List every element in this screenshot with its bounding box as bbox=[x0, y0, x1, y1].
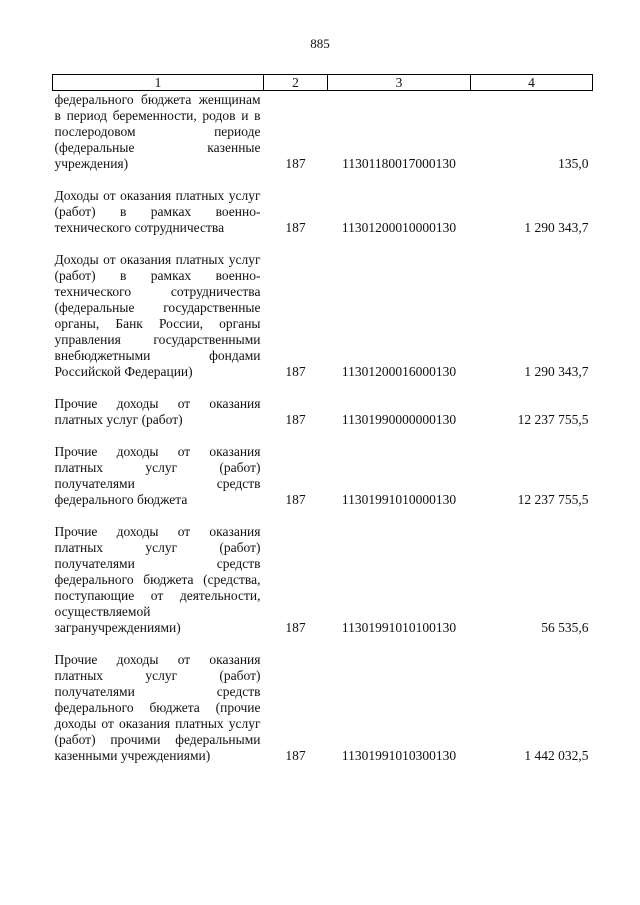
row-admin-code: 187 bbox=[285, 748, 306, 763]
page-number: 885 bbox=[310, 36, 330, 51]
row-budget-code: 11301200016000130 bbox=[341, 364, 457, 379]
row-amount: 1 290 343,7 bbox=[524, 220, 589, 235]
row-name: Прочие доходы от оказания платных услуг (работ) получателями средств федерального бюджета (средства, поступающие от деятельности, осуществляемой загранучреждениями) bbox=[54, 524, 261, 635]
row-amount: 56 535,6 bbox=[541, 620, 589, 635]
row-name: федерального бюджета женщинам в период беременности, родов и в послеродовом периоде (федеральные казенные учреждения) bbox=[54, 92, 261, 171]
table-row bbox=[53, 524, 593, 638]
table-row bbox=[53, 252, 593, 382]
row-amount: 12 237 755,5 bbox=[517, 412, 589, 427]
row-amount: 1 442 032,5 bbox=[524, 748, 589, 763]
row-budget-code: 11301180017000130 bbox=[342, 156, 456, 171]
row-admin-code: 187 bbox=[285, 620, 306, 635]
revenue-table bbox=[52, 74, 593, 766]
header-col-2: 2 bbox=[264, 75, 328, 91]
row-name: Доходы от оказания платных услуг (работ) в рамках военно-технического сотрудничества bbox=[54, 188, 261, 235]
row-name: Прочие доходы от оказания платных услуг (работ) bbox=[54, 396, 261, 427]
row-admin-code: 187 bbox=[285, 364, 306, 379]
row-budget-code: 11301991010300130 bbox=[341, 748, 457, 763]
table-header bbox=[53, 75, 593, 91]
row-amount: 135,0 bbox=[558, 156, 589, 171]
table-row bbox=[53, 444, 593, 510]
row-name: Прочие доходы от оказания платных услуг (работ) получателями средств федерального бюджета bbox=[54, 444, 261, 507]
row-budget-code: 11301991010100130 bbox=[341, 620, 457, 635]
row-admin-code: 187 bbox=[285, 156, 306, 171]
row-name: Прочие доходы от оказания платных услуг (работ) получателями средств федерального бюджета (прочие доходы от оказания платных услуг (работ) прочими федеральными казенными учреждениями) bbox=[54, 652, 261, 763]
row-name: Доходы от оказания платных услуг (работ) в рамках военно-технического сотрудничества (федеральные государственные органы, Банк России, органы управления государственными внебюджетными фондами Российской Федерации) bbox=[54, 252, 261, 379]
header-col-4: 4 bbox=[471, 75, 593, 91]
row-admin-code: 187 bbox=[285, 412, 306, 427]
row-amount: 1 290 343,7 bbox=[524, 364, 589, 379]
row-budget-code: 11301990000000130 bbox=[341, 412, 457, 427]
row-admin-code: 187 bbox=[285, 220, 306, 235]
header-col-1: 1 bbox=[53, 75, 264, 91]
header-col-3: 3 bbox=[328, 75, 471, 91]
table-row bbox=[53, 396, 593, 430]
table-row bbox=[53, 652, 593, 766]
row-budget-code: 11301991010000130 bbox=[341, 492, 457, 507]
table-row bbox=[53, 188, 593, 238]
row-amount: 12 237 755,5 bbox=[517, 492, 589, 507]
row-budget-code: 11301200010000130 bbox=[341, 220, 457, 235]
table-row bbox=[53, 91, 593, 175]
row-admin-code: 187 bbox=[285, 492, 306, 507]
